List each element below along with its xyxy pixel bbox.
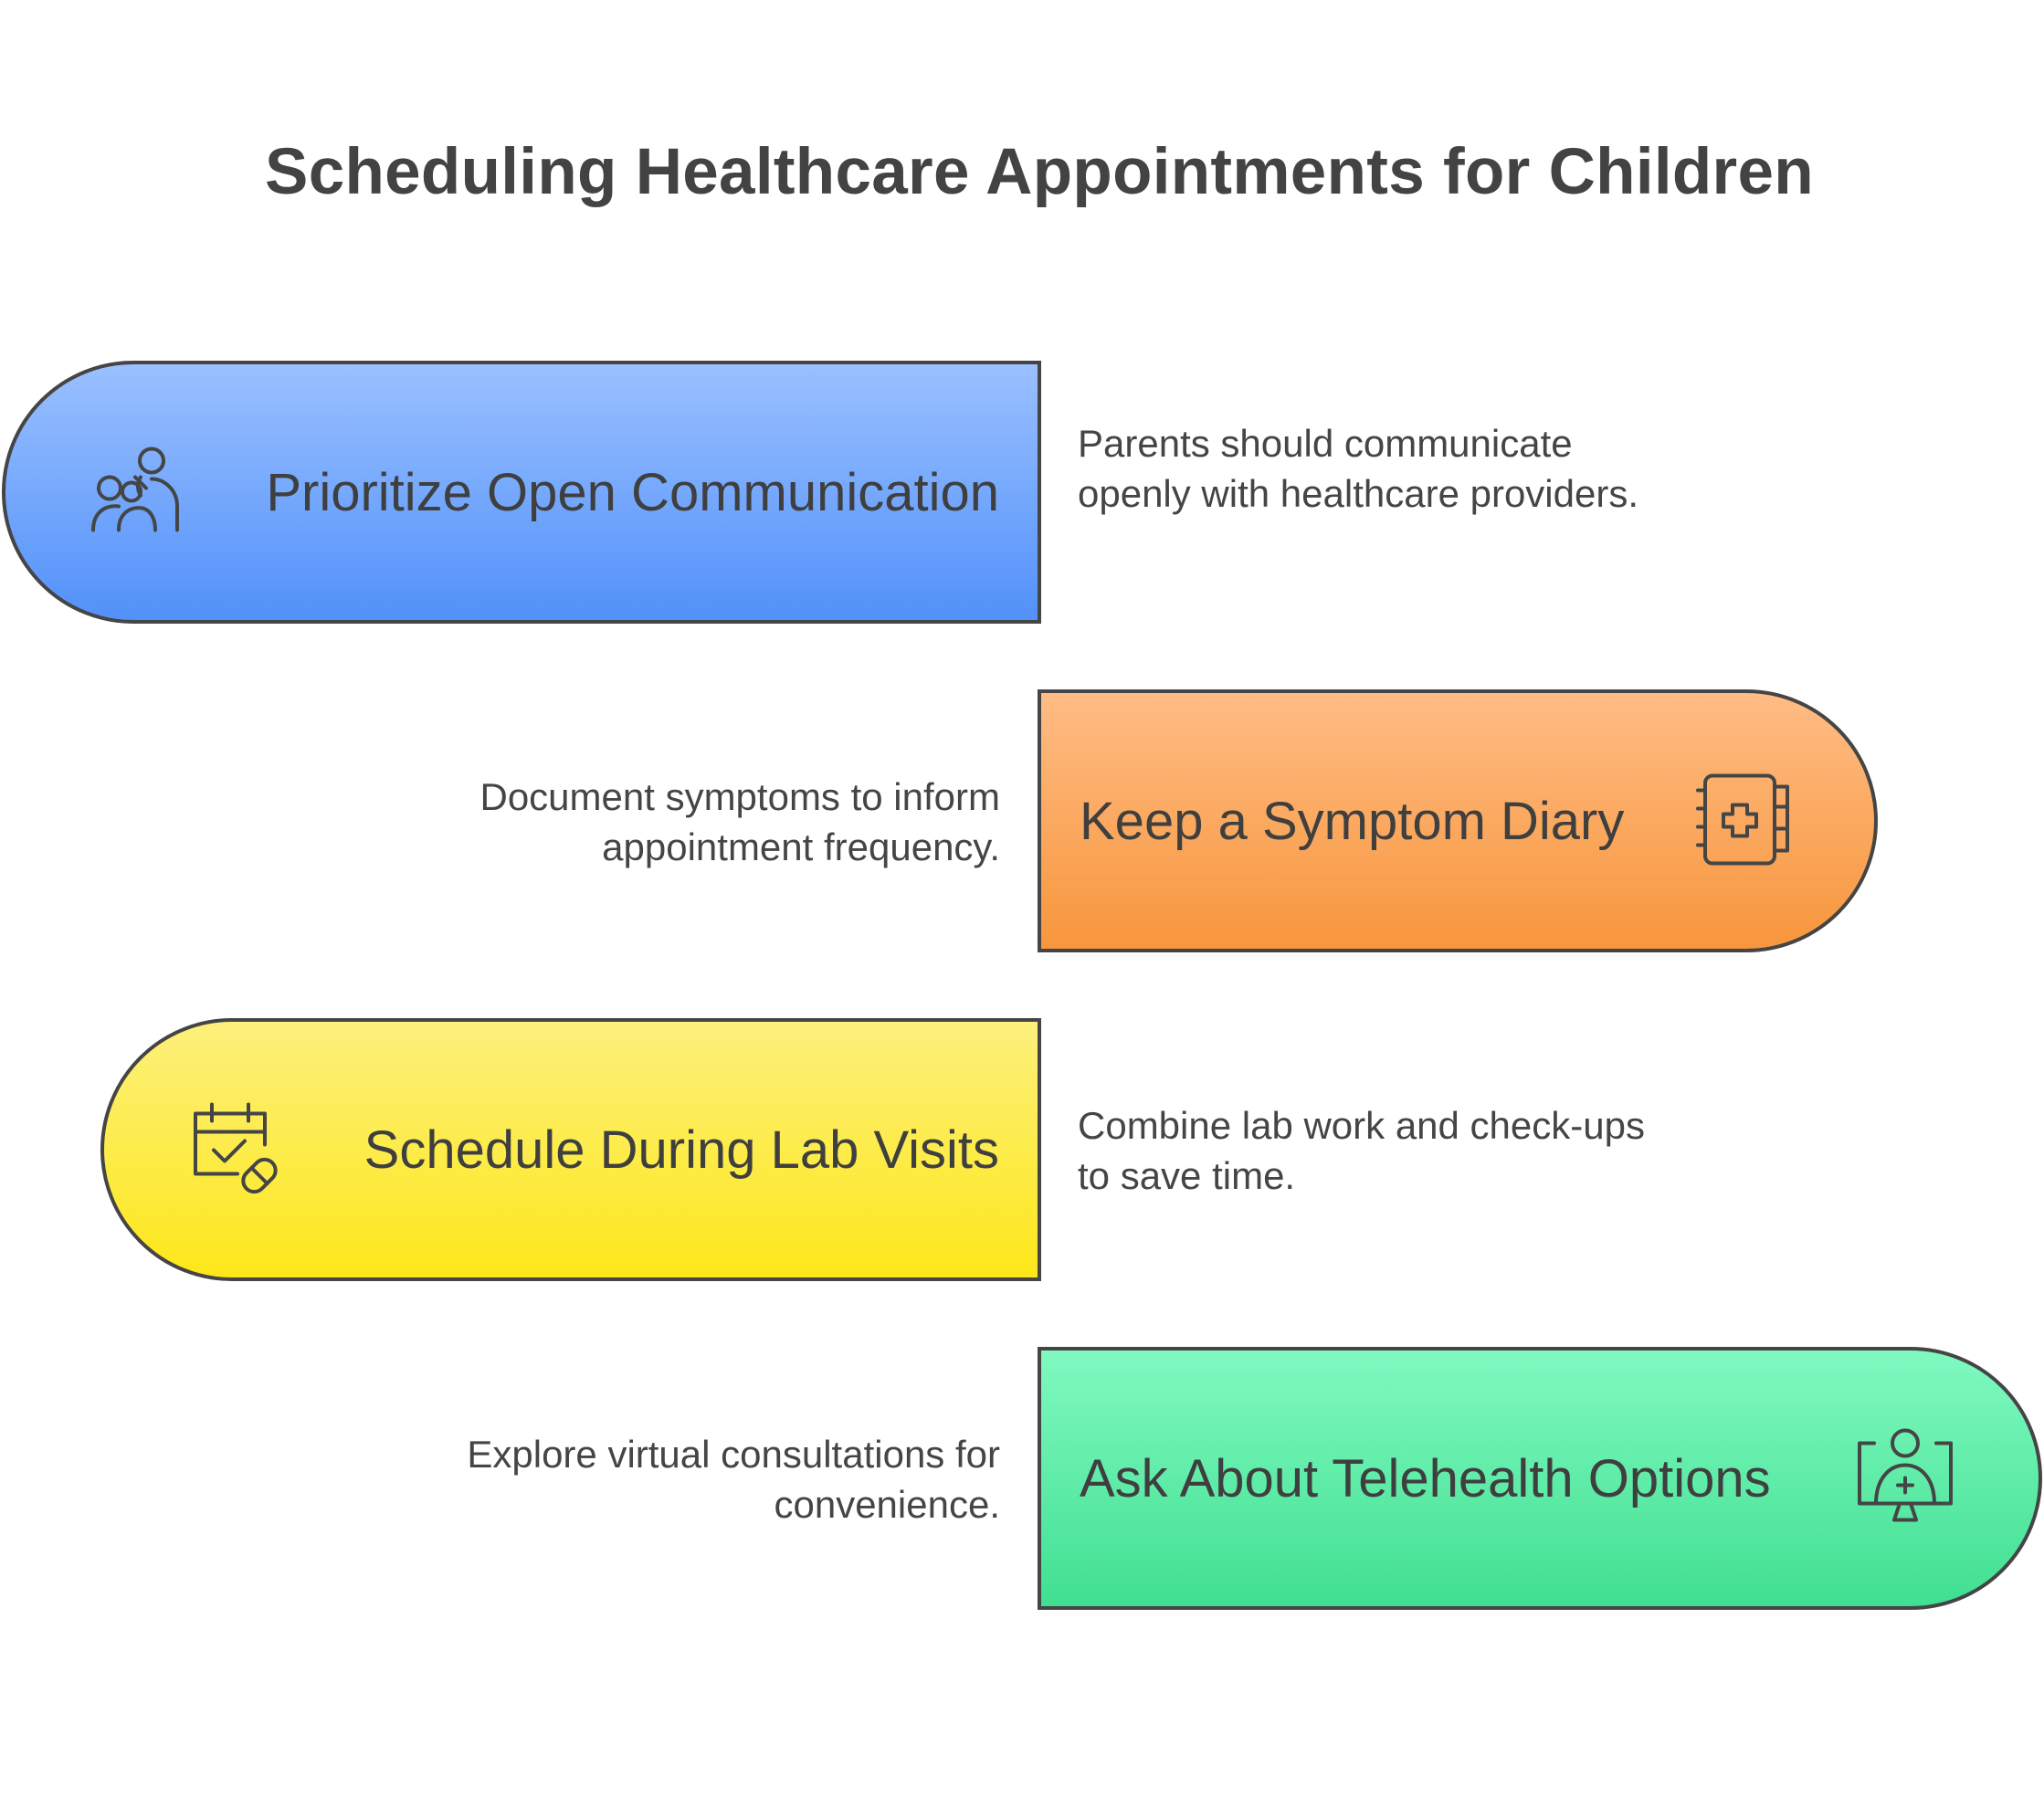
people-communication-icon [86, 441, 184, 544]
step-label: Keep a Symptom Diary [1080, 791, 1625, 851]
calendar-pill-icon [184, 1098, 285, 1203]
step-description: Document symptoms to inform appointment frequency. [479, 775, 1000, 868]
page-title: Scheduling Healthcare Appointments for Children [265, 136, 1814, 208]
step-label: Ask About Telehealth Options [1080, 1448, 1771, 1508]
step-description: Combine lab work and check-ups to save time. [1078, 1104, 1645, 1197]
medical-diary-icon [1694, 769, 1795, 874]
step-description: Explore virtual consultations for convenience. [467, 1433, 1000, 1526]
step-schedule-during-lab-visits [100, 1018, 1041, 1281]
step-keep-a-symptom-diary [1038, 689, 1878, 952]
step-label: Schedule During Lab Visits [363, 1119, 999, 1180]
telehealth-monitor-icon [1854, 1425, 1956, 1532]
step-label: Prioritize Open Communication [266, 462, 999, 522]
step-prioritize-open-communication [2, 361, 1041, 624]
step-description: Parents should communicate openly with healthcare providers. [1078, 422, 1639, 515]
step-ask-about-telehealth-options [1038, 1347, 2042, 1610]
